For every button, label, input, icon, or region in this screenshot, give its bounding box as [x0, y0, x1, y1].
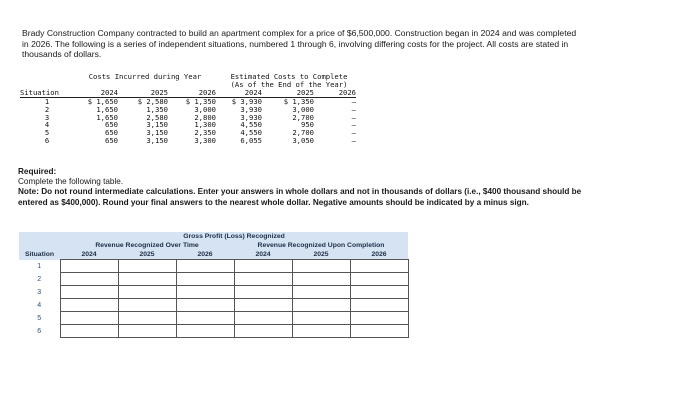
costs-cell: 1,300 [194, 120, 216, 130]
costs-header-year: 2025 [118, 89, 168, 97]
problem-intro: Brady Construction Company contracted to build an apartment complex for a price of $6,500,000. Construction began in 2024 and was completed in 2026. The following is a series of independent situations, numbered 1 through 6, involving differing costs for the project. All costs are stated in thousands of dollars. [22, 28, 577, 60]
answer-input[interactable] [350, 312, 408, 325]
answer-header-year: 2026 [176, 250, 234, 260]
situation-number: 6 [37, 327, 42, 335]
answer-row [19, 273, 408, 286]
costs-group-incurred: Costs Incurred during Year [88, 72, 202, 81]
costs-cell: 2 [44, 104, 50, 114]
costs-cell: – [351, 128, 356, 138]
costs-cell: 950 [301, 120, 314, 130]
answer-title: Gross Profit (Loss) Recognized [60, 232, 408, 241]
costs-cell: $ 1,650 [87, 96, 118, 106]
costs-cell: – [351, 136, 356, 146]
answer-input[interactable] [234, 273, 292, 286]
costs-cell: 2,700 [292, 128, 314, 138]
situation-number: 3 [37, 288, 42, 296]
answer-input[interactable] [176, 286, 234, 299]
costs-cell: 4,550 [240, 120, 262, 130]
costs-cell: $ 2,580 [137, 96, 168, 106]
costs-cell: 3 [44, 112, 50, 122]
answer-input[interactable] [60, 325, 118, 338]
costs-cell: 3,300 [194, 136, 216, 146]
costs-cell: 4 [44, 120, 50, 130]
answer-input[interactable] [118, 260, 176, 273]
costs-cell: $ 3,930 [231, 96, 262, 106]
required-instruction: Complete the following table. [18, 177, 124, 187]
costs-cell: 6,055 [240, 136, 262, 146]
costs-header-year: 2024 [222, 89, 262, 97]
costs-cell: 2,700 [292, 112, 314, 122]
answer-group-over-time: Revenue Recognized Over Time [60, 241, 234, 250]
answer-header-situation: Situation [19, 250, 60, 260]
costs-header-year: 2024 [74, 89, 118, 97]
answer-input[interactable] [176, 312, 234, 325]
costs-cell: 3,150 [146, 120, 168, 130]
costs-cell: 1,650 [96, 104, 118, 114]
answer-input[interactable] [350, 325, 408, 338]
costs-cell: 5 [44, 128, 50, 138]
costs-cell: 6 [44, 136, 50, 146]
costs-group-estimated-line1: Estimated Costs to Complete [230, 72, 348, 81]
answer-input[interactable] [176, 299, 234, 312]
answer-input[interactable] [234, 260, 292, 273]
answer-input[interactable] [350, 286, 408, 299]
answer-input[interactable] [118, 299, 176, 312]
answer-input[interactable] [292, 273, 350, 286]
required-note: Note: Do not round intermediate calculations. Enter your answers in whole dollars and not in thousands of dollars (i.e., $400 thousand should be entered as $400,000). Round your final answers to the nearest whole dollar. Negative amounts should be indicated by a minus sign. [18, 187, 582, 207]
answer-row [19, 299, 408, 312]
answer-input[interactable] [234, 312, 292, 325]
answer-header-year: 2024 [60, 250, 118, 260]
answer-row [19, 325, 408, 338]
answer-input[interactable] [118, 273, 176, 286]
answer-input[interactable] [292, 286, 350, 299]
costs-cell: 3,000 [292, 104, 314, 114]
costs-cell: 3,000 [194, 104, 216, 114]
costs-cell: $ 1,350 [283, 96, 314, 106]
answer-header-year: 2024 [234, 250, 292, 260]
costs-cell: 3,150 [146, 128, 168, 138]
answer-input[interactable] [292, 312, 350, 325]
answer-row [19, 286, 408, 299]
answer-input[interactable] [60, 299, 118, 312]
answer-input[interactable] [350, 273, 408, 286]
answer-input[interactable] [118, 312, 176, 325]
costs-header-year: 2026 [314, 89, 356, 97]
costs-cell: 1 [44, 96, 50, 106]
costs-cell: 1,650 [96, 112, 118, 122]
costs-row [20, 137, 356, 145]
answer-input[interactable] [176, 325, 234, 338]
costs-cell: – [351, 104, 356, 114]
situation-number: 2 [37, 275, 42, 283]
costs-cell: – [351, 120, 356, 130]
costs-cell: – [351, 112, 356, 122]
situation-number: 4 [37, 301, 42, 309]
answer-input[interactable] [176, 260, 234, 273]
answer-group-upon-completion: Revenue Recognized Upon Completion [234, 241, 408, 250]
situation-number: 1 [37, 262, 42, 270]
costs-cell: 2,800 [194, 112, 216, 122]
costs-cell: 3,050 [292, 136, 314, 146]
answer-row [19, 312, 408, 325]
answer-input[interactable] [60, 273, 118, 286]
answer-input[interactable] [292, 325, 350, 338]
answer-input[interactable] [350, 299, 408, 312]
costs-cell: 2,580 [146, 112, 168, 122]
answer-input[interactable] [118, 325, 176, 338]
costs-group-estimated-line2: (As of the End of the Year) [230, 79, 348, 89]
answer-input[interactable] [292, 260, 350, 273]
costs-table [20, 73, 356, 145]
answer-input[interactable] [292, 299, 350, 312]
answer-header-year: 2025 [118, 250, 176, 260]
answer-header-year: 2025 [292, 250, 350, 260]
costs-cell: – [351, 96, 356, 106]
costs-cell: 3,150 [146, 136, 168, 146]
answer-input[interactable] [234, 325, 292, 338]
costs-cell: 650 [105, 128, 118, 138]
costs-header-year: 2025 [262, 89, 314, 97]
answer-input[interactable] [60, 312, 118, 325]
costs-cell: 650 [105, 136, 118, 146]
answer-input[interactable] [234, 286, 292, 299]
answer-row [19, 260, 408, 273]
costs-cell: $ 1,350 [185, 96, 216, 106]
required-heading: Required: [18, 167, 57, 176]
costs-cell: 2,350 [194, 128, 216, 138]
costs-cell: 650 [105, 120, 118, 130]
costs-header-situation: Situation [20, 89, 74, 97]
answer-input[interactable] [118, 286, 176, 299]
costs-cell: 4,550 [240, 128, 262, 138]
answer-input[interactable] [350, 260, 408, 273]
answer-input[interactable] [234, 299, 292, 312]
answer-input[interactable] [60, 260, 118, 273]
answer-table [19, 232, 409, 338]
answer-input[interactable] [176, 273, 234, 286]
answer-input[interactable] [60, 286, 118, 299]
costs-header-year: 2026 [168, 89, 216, 97]
situation-number: 5 [37, 314, 42, 322]
costs-cell: 3,930 [240, 104, 262, 114]
required-section [18, 167, 588, 208]
costs-cell: 3,930 [240, 112, 262, 122]
answer-header-year: 2026 [350, 250, 408, 260]
costs-cell: 1,350 [146, 104, 168, 114]
